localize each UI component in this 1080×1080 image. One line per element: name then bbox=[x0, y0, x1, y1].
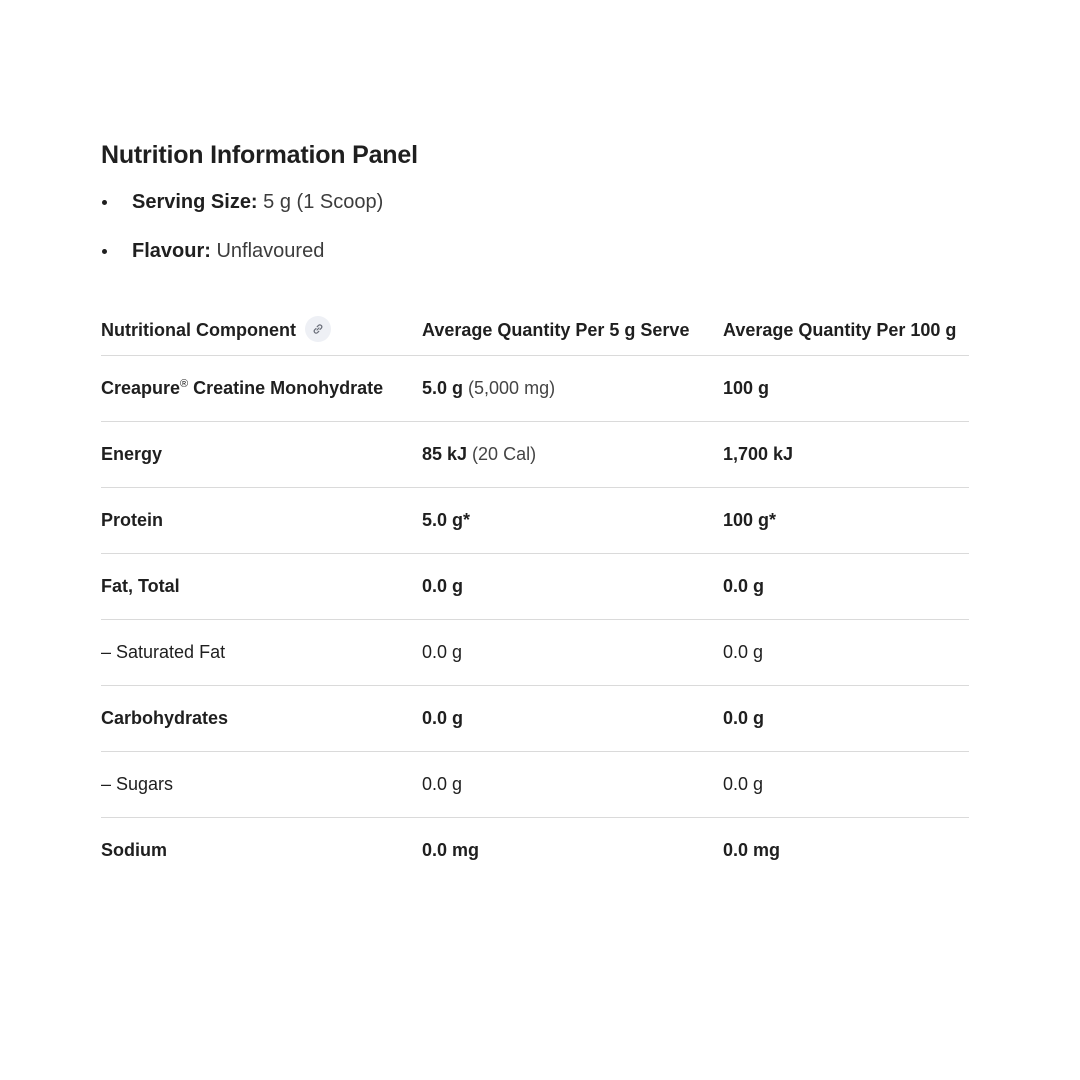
table-row bbox=[101, 752, 969, 818]
nutrition-table bbox=[101, 309, 969, 883]
row-per-100: 1,700 kJ bbox=[723, 422, 969, 488]
table-row bbox=[101, 620, 969, 686]
row-per-serve: 0.0 g bbox=[422, 686, 723, 752]
panel-title: Nutrition Information Panel bbox=[101, 141, 418, 169]
row-per-serve: 0.0 mg bbox=[422, 840, 480, 860]
row-per-serve: 0.0 g bbox=[422, 554, 723, 620]
info-label: Serving Size: bbox=[132, 191, 258, 213]
header-component: Nutritional Component bbox=[101, 309, 422, 356]
list-item-flavour bbox=[101, 237, 969, 265]
row-per-serve: 5.0 g (5,000 mg) bbox=[422, 356, 723, 422]
bullet-icon bbox=[102, 249, 107, 254]
row-name: – Saturated Fat bbox=[101, 620, 422, 686]
info-list bbox=[101, 188, 969, 265]
row-per-serve: 0.0 g bbox=[422, 752, 723, 818]
list-item-serving-size bbox=[101, 188, 969, 216]
nutrition-panel bbox=[101, 138, 969, 883]
row-name: Fat, Total bbox=[101, 554, 422, 620]
info-value: 5 g (1 Scoop) bbox=[263, 191, 384, 213]
row-name: Protein bbox=[101, 488, 422, 554]
header-per-serve: Average Quantity Per 5 g Serve bbox=[422, 309, 723, 356]
bullet-icon bbox=[102, 200, 107, 205]
row-name: Energy bbox=[101, 422, 422, 488]
header-per-100: Average Quantity Per 100 g bbox=[723, 309, 969, 356]
info-value: Unflavoured bbox=[216, 240, 325, 262]
row-per-serve: 5.0 g* bbox=[422, 488, 723, 554]
table-row bbox=[101, 356, 969, 422]
table-row bbox=[101, 818, 969, 884]
row-name: Creapure® Creatine Monohydrate bbox=[101, 356, 422, 422]
table-row bbox=[101, 554, 969, 620]
row-per-100: 100 g bbox=[723, 356, 969, 422]
row-per-100: 0.0 g bbox=[723, 752, 969, 818]
row-per-serve: 85 kJ (20 Cal) bbox=[422, 422, 723, 488]
info-label: Flavour: bbox=[132, 240, 211, 262]
table-row bbox=[101, 686, 969, 752]
row-per-100: 100 g* bbox=[723, 488, 969, 554]
row-per-100: 0.0 g bbox=[723, 620, 969, 686]
row-name: Sodium bbox=[101, 840, 167, 860]
row-per-serve: 0.0 g bbox=[422, 620, 723, 686]
table-row bbox=[101, 422, 969, 488]
row-per-100: 0.0 g bbox=[723, 554, 969, 620]
row-name: Carbohydrates bbox=[101, 686, 422, 752]
table-row bbox=[101, 488, 969, 554]
row-name: – Sugars bbox=[101, 752, 422, 818]
table-header-row bbox=[101, 309, 969, 356]
row-per-100: 0.0 g bbox=[723, 686, 969, 752]
link-icon[interactable] bbox=[305, 316, 331, 342]
row-per-100: 0.0 mg bbox=[723, 840, 781, 860]
